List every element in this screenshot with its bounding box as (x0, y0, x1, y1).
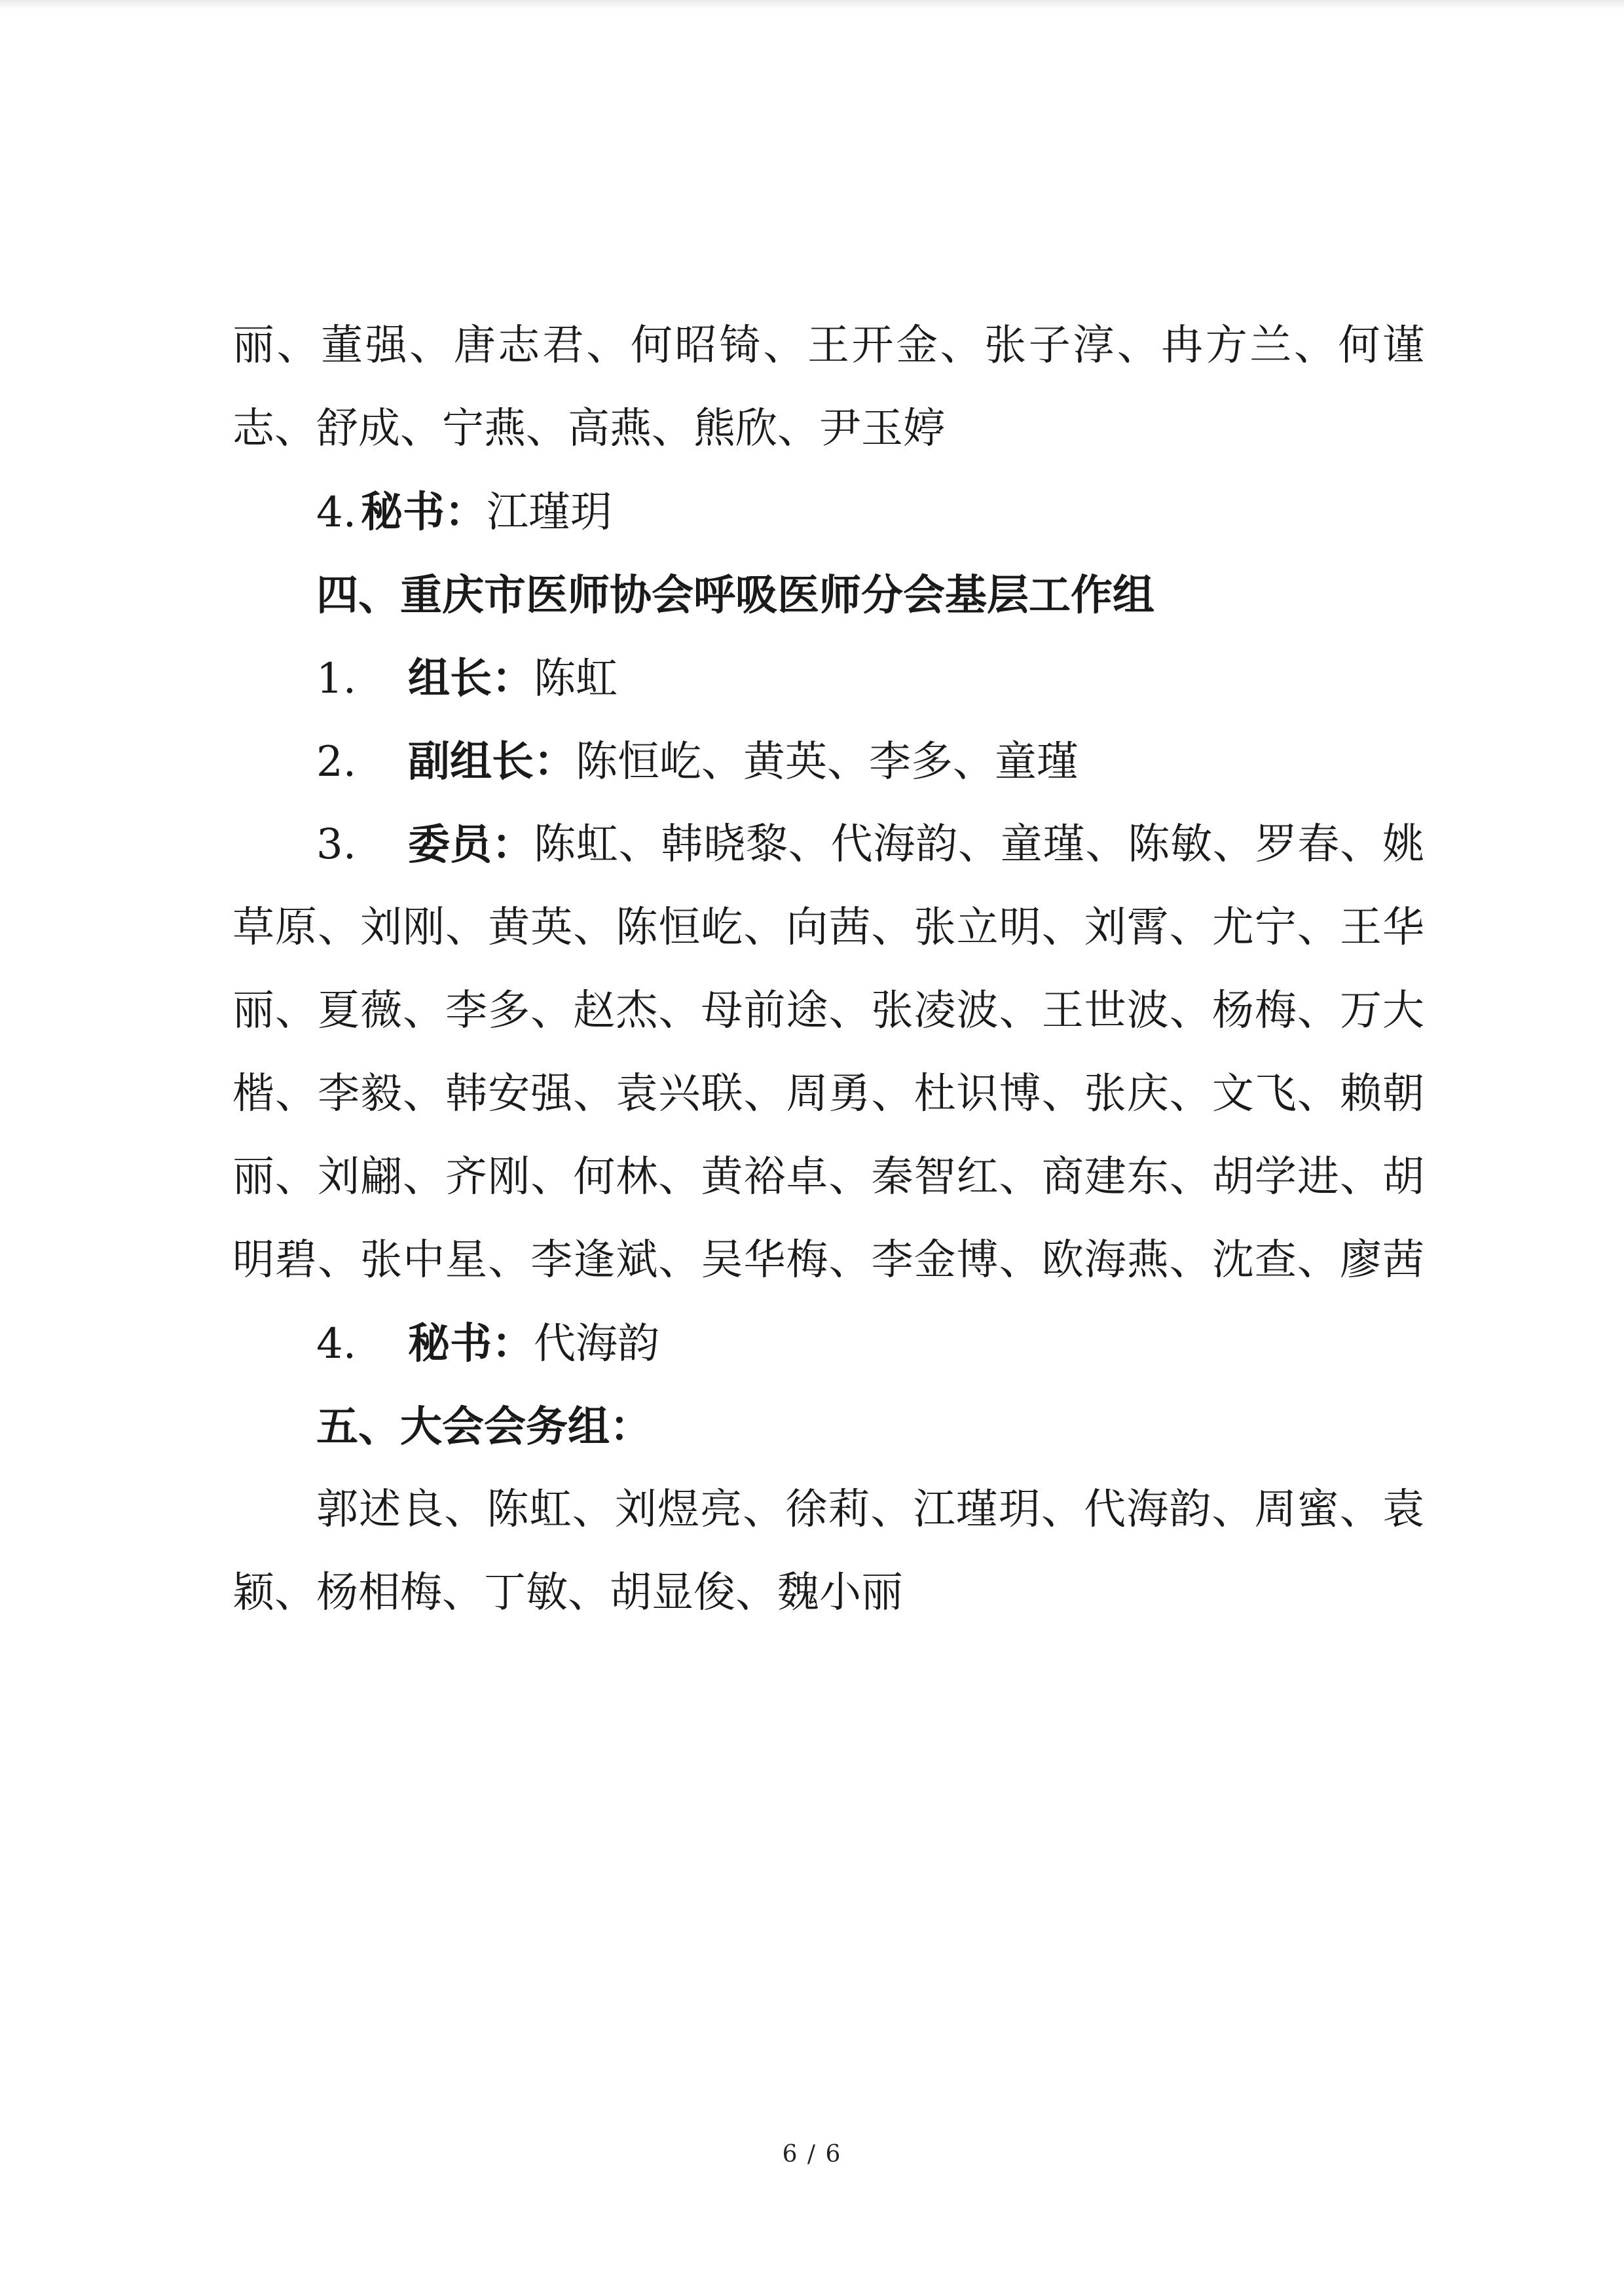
item-number: 2. (316, 738, 357, 786)
item-label: 委员： (408, 820, 534, 869)
page-number: 6 / 6 (782, 2141, 842, 2168)
list-item-secretary (232, 471, 1424, 554)
section-heading: 五、大会会务组： (316, 1402, 652, 1451)
page-top-edge (0, 0, 1624, 9)
item-label: 秘书： (361, 488, 487, 537)
text-line: 草原、刘刚、黄英、陈恒屹、向茜、张立明、刘霄、尤宁、王华 (232, 903, 1424, 952)
item-number: 3. (316, 820, 357, 869)
text-line: 丽、夏薇、李多、赵杰、母前途、张凌波、王世波、杨梅、万大 (232, 987, 1424, 1035)
item-number: 1. (316, 655, 357, 703)
text-line: 志、舒成、宁燕、高燕、熊欣、尹玉婷 (232, 405, 945, 453)
text-line: 颖、杨相梅、丁敏、胡显俊、魏小丽 (232, 1569, 903, 1617)
text-line: 丽、刘翩、齐刚、何林、黄裕卓、秦智红、商建东、胡学进、胡 (232, 1153, 1424, 1201)
item-value: 江瑾玥 (487, 488, 612, 537)
list-item-secretary (232, 1302, 1424, 1385)
text-line: 丽、董强、唐志君、何昭锜、王开金、张子淳、冉方兰、何谨 (232, 321, 1424, 370)
list-item-members (232, 803, 1424, 886)
document-body (232, 304, 1424, 1635)
item-number: 4. (316, 1320, 357, 1368)
item-value: 代海韵 (534, 1320, 659, 1368)
text-line: 明碧、张中星、李逢斌、吴华梅、李金博、欧海燕、沈查、廖茜 (232, 1236, 1424, 1285)
list-item-leader (232, 637, 1424, 720)
item-number: 4. (316, 488, 357, 537)
item-value: 陈虹、韩晓黎、代海韵、童瑾、陈敏、罗春、姚 (534, 820, 1424, 869)
item-value: 陈虹 (534, 655, 618, 703)
text-line: 楷、李毅、韩安强、袁兴联、周勇、杜识博、张庆、文飞、赖朝 (232, 1070, 1424, 1118)
text-line: 郭述良、陈虹、刘煜亮、徐莉、江瑾玥、代海韵、周蜜、袁 (316, 1485, 1424, 1534)
item-label: 组长： (408, 654, 534, 703)
section-heading: 四、重庆市医师协会呼吸医师分会基层工作组 (316, 571, 1154, 620)
list-item-deputy-leader (232, 720, 1424, 803)
item-value: 陈恒屹、黄英、李多、童瑾 (576, 738, 1079, 786)
item-label: 秘书： (408, 1319, 534, 1368)
item-label: 副组长： (408, 737, 576, 786)
